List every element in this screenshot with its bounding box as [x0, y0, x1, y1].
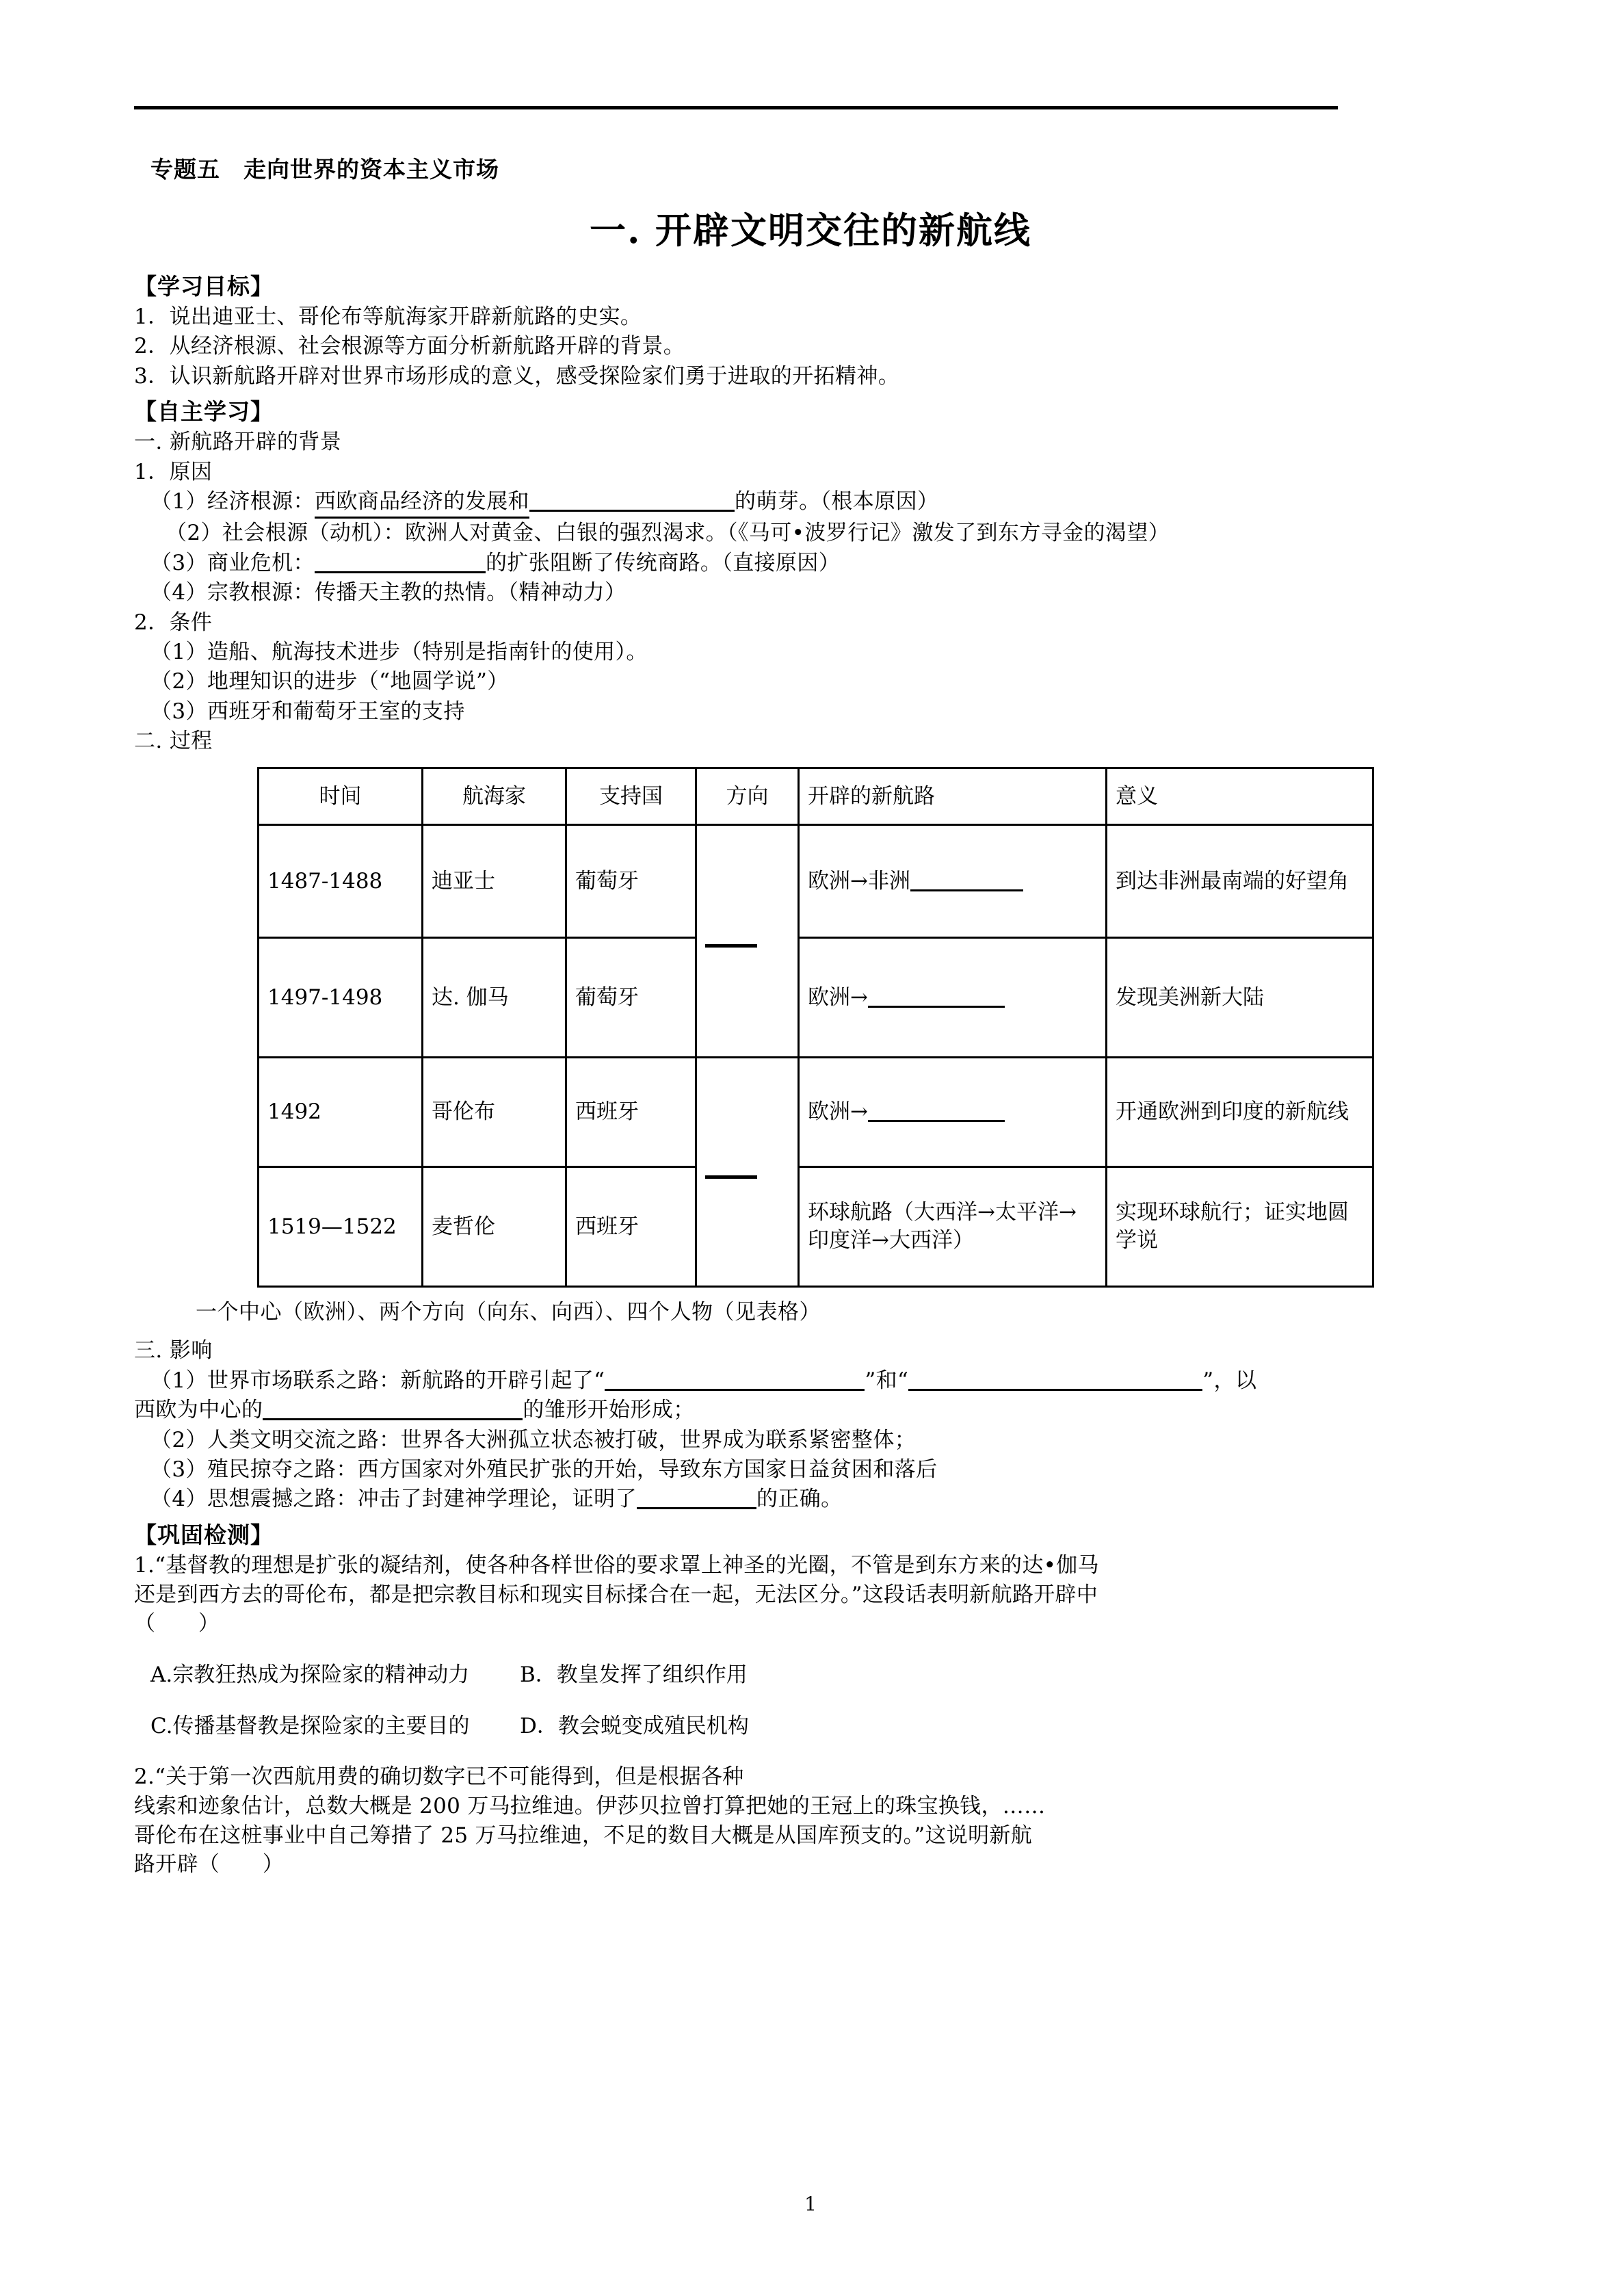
- effect-label: （2）人类文明交流之路：: [150, 1427, 401, 1452]
- cell-direction: [696, 1058, 799, 1287]
- table-row: [259, 825, 1373, 938]
- effect-after: 的正确。: [756, 1487, 843, 1512]
- conditions-heading: 2．条件: [134, 610, 213, 635]
- cell-meaning: 实现环球航行；证实地圆学说: [1107, 1167, 1373, 1287]
- cause-label: （3）商业危机：: [150, 550, 315, 575]
- cell-route: 环球航路（大西洋→太平洋→印度洋→大西洋）: [799, 1167, 1107, 1287]
- cell-time: 1519—1522: [259, 1167, 423, 1287]
- cell-time: 1487-1488: [259, 825, 423, 938]
- column-header-supporter: 支持国: [566, 768, 696, 825]
- effect-seg5: 的雏形开始形成；: [523, 1398, 695, 1423]
- cause-label: （2）社会根源（动机）：: [166, 521, 406, 546]
- cause-label: （4）宗教根源：: [150, 580, 315, 605]
- cell-meaning: 到达非洲最南端的好望角: [1107, 825, 1373, 938]
- question-2-answer-bracket[interactable]: 路开辟（ ）: [134, 1852, 285, 1877]
- fill-blank[interactable]: [908, 1389, 1202, 1391]
- cell-navigator: 达. 伽马: [423, 938, 566, 1058]
- page-number: 1: [804, 2193, 817, 2215]
- cause-item-social: [134, 519, 1487, 548]
- direction-blank-line[interactable]: [705, 1175, 757, 1179]
- direction-blank-line[interactable]: [705, 944, 757, 948]
- cell-supporter: 葡萄牙: [566, 938, 696, 1058]
- column-header-route: 开辟的新航路: [799, 768, 1107, 825]
- effect-seg4: 西欧为中心的: [134, 1398, 263, 1423]
- objective-item: 3．认识新航路开辟对世界市场形成的意义，感受探险家们勇于进取的开拓精神。: [134, 363, 900, 389]
- process-table: [257, 767, 1374, 1288]
- question-2-line: 2.“关于第一次西航用费的确切数字已不可能得到，但是根据各种: [134, 1764, 744, 1790]
- cause-item-economic: [134, 487, 1487, 519]
- question-1-line: 1.“基督教的理想是扩张的凝结剂，使各种各样世俗的要求罩上神圣的光圈，不管是到东方来的达•伽马: [134, 1552, 1099, 1578]
- cause-text: 欧洲人对黄金、白银的强烈渴求。（《马可•波罗行记》激发了到东方寻金的渴望）: [405, 521, 1170, 546]
- route-prefix: 欧洲→: [808, 984, 868, 1010]
- route-prefix: 欧洲→: [808, 1099, 868, 1125]
- condition-item: （2）地理知识的进步（“地圆学说”）: [150, 669, 509, 694]
- effect-text: 世界各大洲孤立状态被打破，世界成为联系紧密整体；: [400, 1427, 917, 1452]
- effect-item-market-cont: [134, 1396, 1487, 1425]
- fill-blank[interactable]: [605, 1389, 865, 1391]
- option-a[interactable]: A.宗教狂热成为探险家的精神动力: [150, 1662, 470, 1688]
- effect-seg3: ”，以: [1202, 1368, 1257, 1393]
- effect-label: （4）思想震撼之路：: [150, 1487, 358, 1512]
- objective-item: 1．说出迪亚士、哥伦布等航海家开辟新航路的史实。: [134, 304, 642, 329]
- column-header-time: 时间: [259, 768, 423, 825]
- subsection-effects: 三. 影响: [134, 1338, 213, 1364]
- column-header-meaning: 意义: [1107, 768, 1373, 825]
- question-1-answer-bracket[interactable]: （ ）: [134, 1611, 220, 1636]
- effect-label: （1）世界市场联系之路：: [150, 1368, 401, 1393]
- column-header-navigator: 航海家: [423, 768, 566, 825]
- cell-supporter: 西班牙: [566, 1167, 696, 1287]
- cell-route: [799, 938, 1107, 1058]
- fill-blank[interactable]: [263, 1418, 523, 1420]
- causes-heading: 1．原因: [134, 459, 213, 484]
- cell-navigator: 麦哲伦: [423, 1167, 566, 1287]
- route-prefix: 欧洲→非洲: [808, 868, 910, 893]
- question-1-options-row: [134, 1711, 1487, 1741]
- option-c[interactable]: C.传播基督教是探险家的主要目的: [150, 1714, 470, 1739]
- effect-text: 西方国家对外殖民扩张的开始，导致东方国家日益贫困和落后: [357, 1457, 938, 1483]
- cause-item-religious: [134, 578, 1487, 608]
- process-table-wrapper: [134, 767, 1487, 1288]
- section-heading-exercises: 【巩固检测】: [134, 1521, 274, 1548]
- fill-blank[interactable]: [868, 1120, 1005, 1122]
- table-row: [259, 1058, 1373, 1167]
- cause-tail: 的扩张阻断了传统商路。（直接原因）: [485, 550, 841, 575]
- question-1-line: 还是到西方去的哥伦布，都是把宗教目标和现实目标揉合在一起，无法区分。”这段话表明新航路开辟中: [134, 1582, 1098, 1607]
- cell-meaning: 开通欧洲到印度的新航线: [1107, 1058, 1373, 1167]
- cell-route: [799, 1058, 1107, 1167]
- question-2-line: 线索和迹象估计，总数大概是 200 万马拉维迪。伊莎贝拉曾打算把她的王冠上的珠宝换钱，……: [134, 1793, 1046, 1818]
- fill-blank[interactable]: [637, 1507, 756, 1509]
- table-row: [259, 1167, 1373, 1287]
- column-header-direction: 方向: [696, 768, 799, 825]
- effect-item-colonial: [134, 1455, 1487, 1485]
- condition-item: （1）造船、航海技术进步（特别是指南针的使用）。: [150, 639, 648, 664]
- page-title: 一. 开辟文明交往的新航线: [590, 209, 1031, 252]
- cell-time: 1492: [259, 1058, 423, 1167]
- question-2-line: 哥伦布在这桩事业中自己筹措了 25 万马拉维迪，不足的数目大概是从国库预支的。”这说明新航: [134, 1823, 1032, 1848]
- condition-item: （3）西班牙和葡萄牙王室的支持: [150, 699, 465, 724]
- cell-meaning: 发现美洲新大陆: [1107, 938, 1373, 1058]
- effect-item-exchange: [134, 1426, 1487, 1455]
- cause-tail: 的萌芽。（根本原因）: [734, 488, 939, 514]
- effect-item-market: [134, 1366, 1487, 1396]
- fill-blank[interactable]: [868, 1006, 1005, 1008]
- option-b[interactable]: B．教皇发挥了组织作用: [520, 1662, 748, 1688]
- subject-line: 专题五 走向世界的资本主义市场: [150, 156, 499, 183]
- effect-label: （3）殖民掠夺之路：: [150, 1457, 358, 1483]
- fill-blank[interactable]: [529, 510, 735, 512]
- effect-seg1: 新航路的开辟引起了“: [400, 1368, 605, 1393]
- cell-supporter: 葡萄牙: [566, 825, 696, 938]
- effect-item-ideology: [134, 1485, 1487, 1514]
- fill-blank[interactable]: [910, 889, 1023, 891]
- page-content: [134, 106, 1487, 1879]
- cell-supporter: 西班牙: [566, 1058, 696, 1167]
- question-1-options-row: [134, 1660, 1487, 1690]
- cause-label: （1）经济根源：: [150, 488, 315, 514]
- cause-item-commercial: [134, 549, 1487, 578]
- process-summary: 一个中心（欧洲）、两个方向（向东、向西）、四个人物（见表格）: [196, 1300, 821, 1325]
- subsection-process: 二. 过程: [134, 729, 213, 754]
- effect-before: 冲击了封建神学理论，证明了: [357, 1487, 637, 1512]
- cell-navigator: 哥伦布: [423, 1058, 566, 1167]
- fill-blank[interactable]: [315, 571, 486, 573]
- subsection-background: 一. 新航路开辟的背景: [134, 430, 342, 455]
- table-row: [259, 938, 1373, 1058]
- section-heading-objectives: 【学习目标】: [134, 273, 274, 300]
- cell-navigator: 迪亚士: [423, 825, 566, 938]
- cell-direction: [696, 825, 799, 1058]
- header-rule: [134, 106, 1338, 109]
- cause-text: 传播天主教的热情。（精神动力）: [314, 580, 627, 605]
- option-d[interactable]: D．教会蜕变成殖民机构: [520, 1714, 749, 1739]
- cell-time: 1497-1498: [259, 938, 423, 1058]
- table-header-row: [259, 768, 1373, 825]
- effect-seg2: ”和“: [865, 1368, 909, 1393]
- cause-underline-text: 西欧商品经济的发展和: [315, 487, 529, 519]
- section-heading-self-study: 【自主学习】: [134, 398, 274, 426]
- cell-route: [799, 825, 1107, 938]
- objective-item: 2．从经济根源、社会根源等方面分析新航路开辟的背景。: [134, 334, 685, 359]
